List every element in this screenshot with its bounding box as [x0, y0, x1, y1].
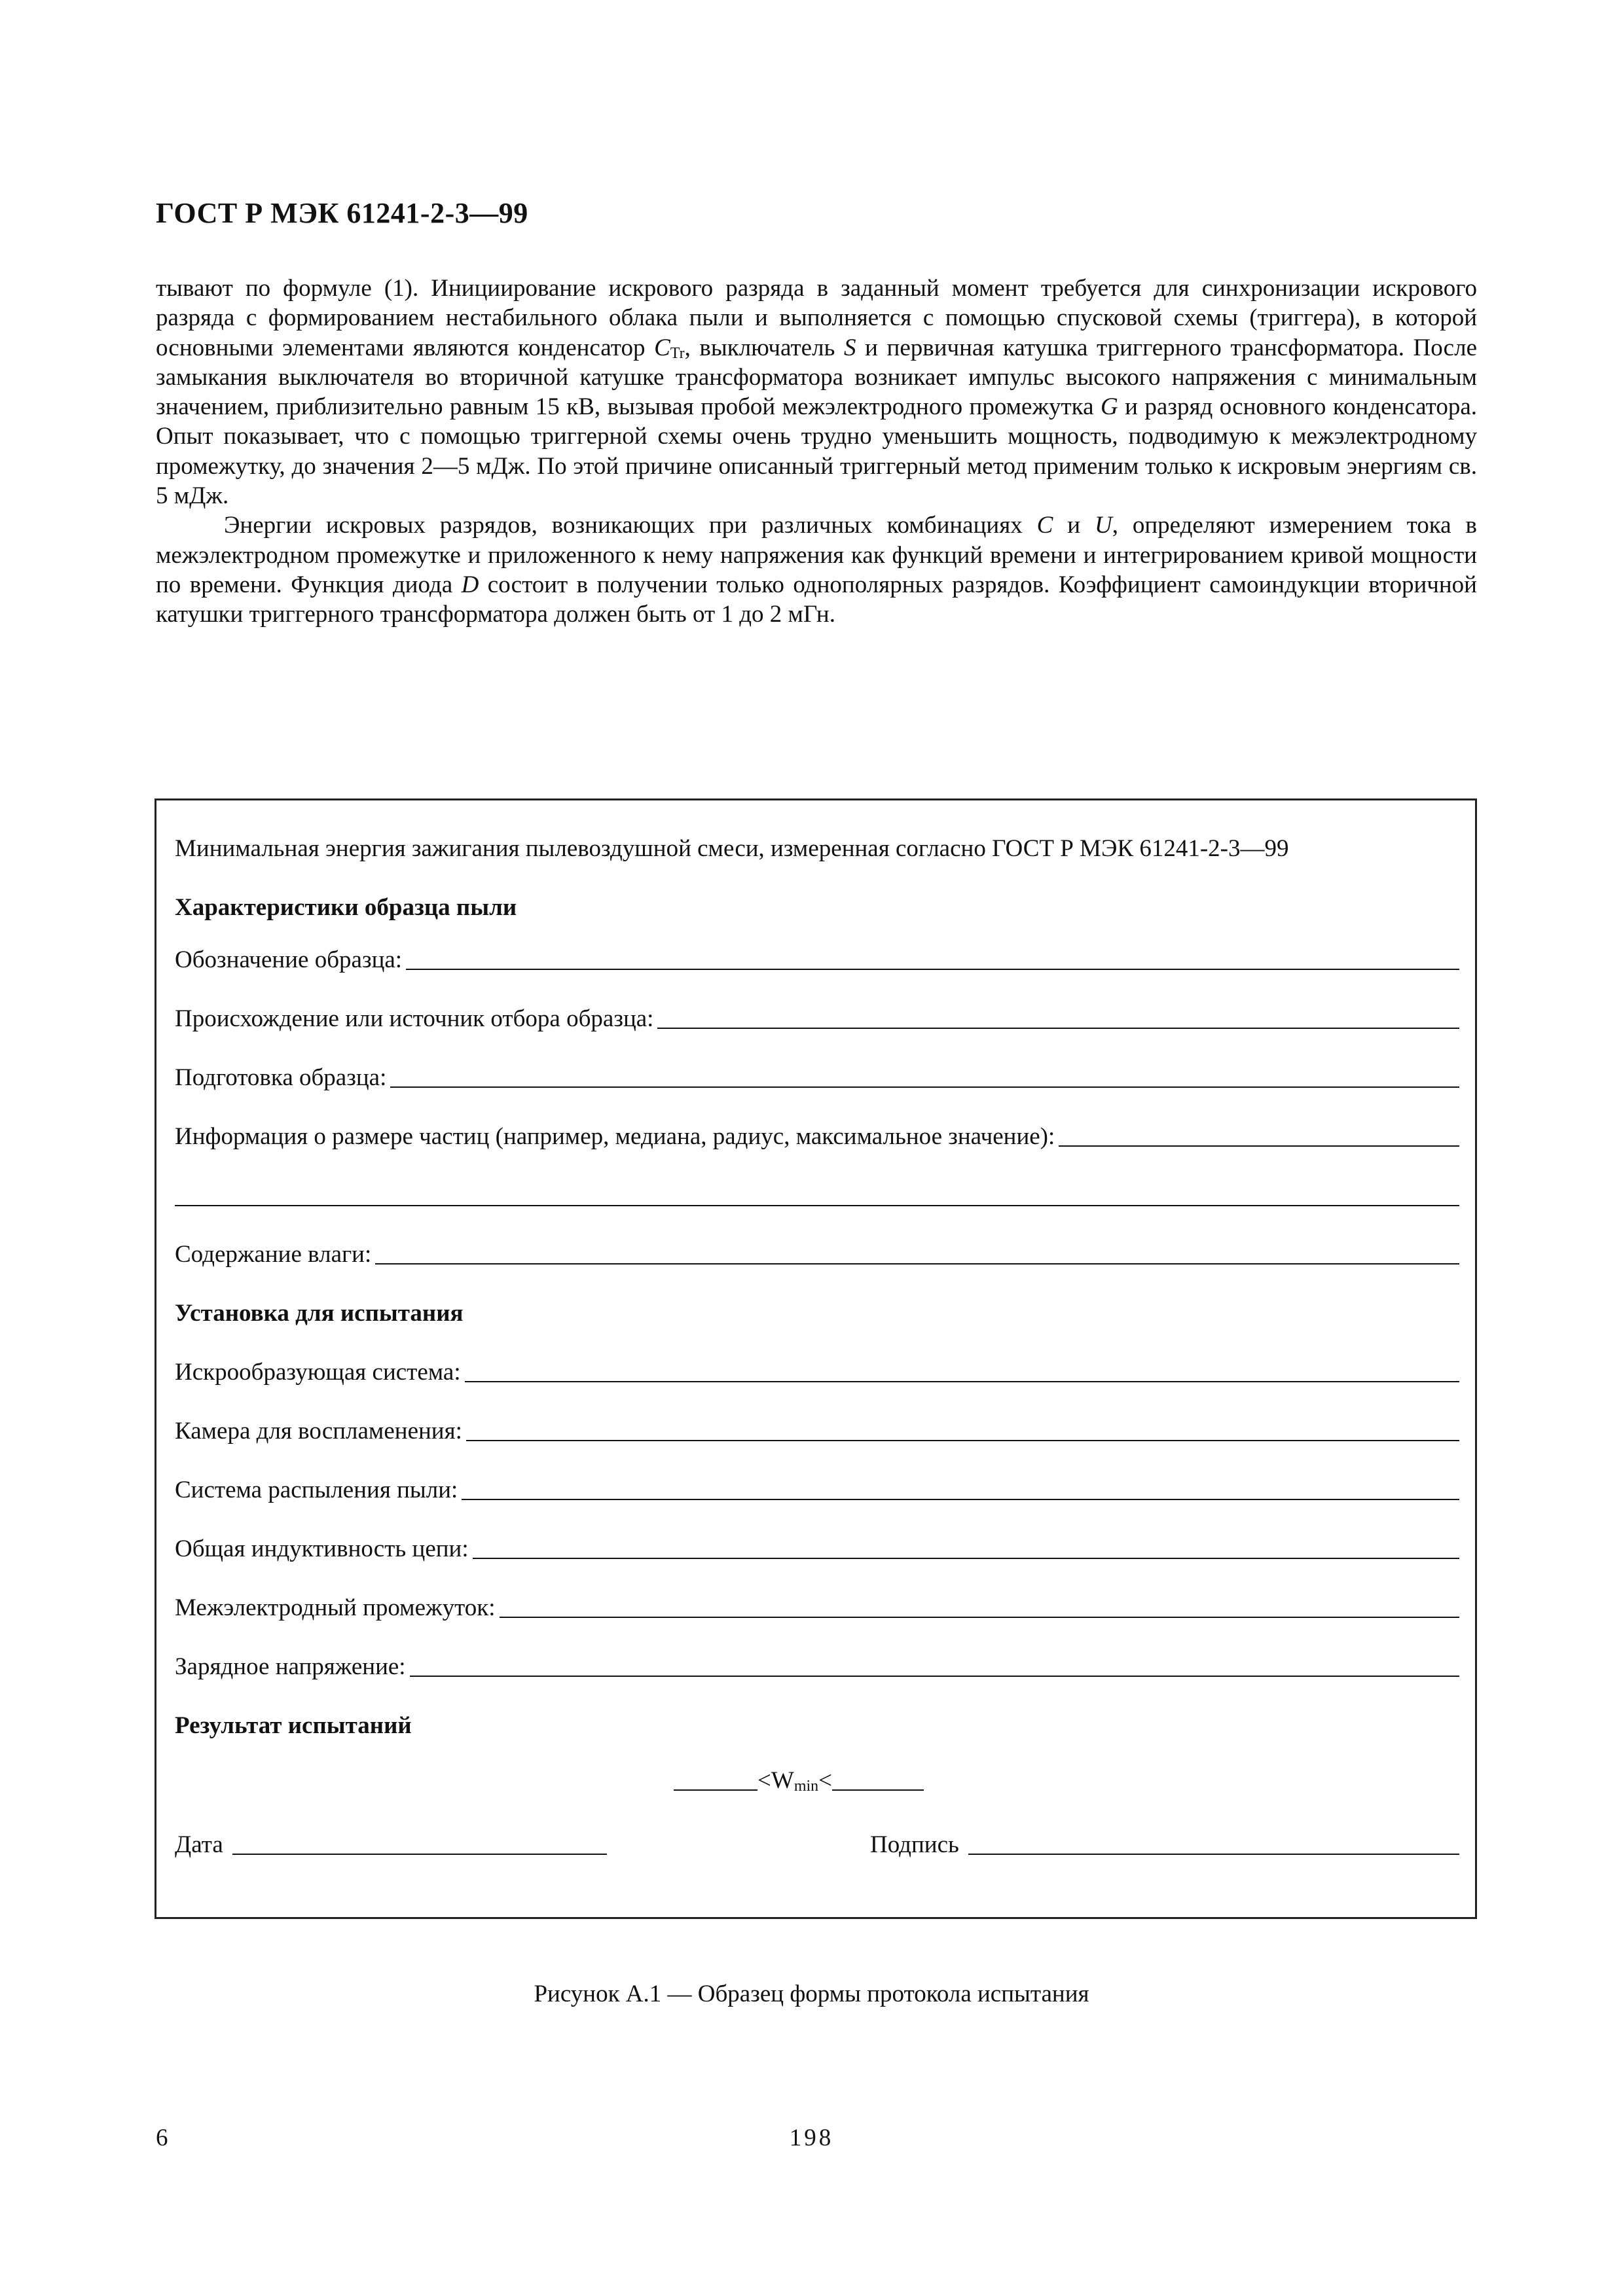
field-ignition-chamber[interactable]	[466, 1440, 1459, 1441]
label-moisture: Содержание влаги:	[175, 1241, 372, 1268]
label-ignition-chamber: Камера для воспламенения:	[175, 1418, 462, 1444]
row-particle-size-continued	[175, 1181, 1459, 1210]
body-text	[156, 274, 1477, 630]
field-particle-size[interactable]	[1059, 1145, 1459, 1147]
paragraph-1-text-c: и первичная катушка триггерного трансформатора. После замыкания выключателя во вторичной катушке трансформатора возникает импульс высокого напряжения с минимальным значением, приблизительно равным 15 кВ, вызывая пробой межэлектродного промежутка	[156, 334, 1477, 421]
var-c-2: C	[1036, 512, 1053, 539]
var-c: C	[654, 334, 670, 361]
paragraph-1	[156, 274, 1477, 511]
result-wmin-row	[674, 1767, 962, 1795]
field-particle-size-line-2[interactable]	[175, 1205, 1459, 1206]
page-number-center: 198	[789, 2125, 834, 2151]
field-electrode-gap[interactable]	[500, 1617, 1459, 1618]
label-date: Дата	[175, 1831, 223, 1858]
row-date	[175, 1831, 607, 1859]
row-signature	[870, 1831, 1459, 1859]
document-header: ГОСТ Р МЭК 61241-2-3—99	[156, 197, 528, 229]
field-charging-voltage[interactable]	[410, 1676, 1459, 1677]
label-sample-preparation: Подготовка образца:	[175, 1064, 387, 1091]
paragraph-2-text-d: состоит в получении только однополярных разрядов. Коэффициент самоиндукции вторичной катушки триггерного трансформатора должен быть от 1 до 2 мГн.	[156, 571, 1477, 628]
row-total-inductance	[175, 1535, 1459, 1563]
form-title: Минимальная энергия зажигания пылевоздушной смеси, измеренная согласно ГОСТ Р МЭК 61241-2-3—99	[175, 835, 1289, 862]
paragraph-1-text-b: , выключатель	[684, 334, 845, 361]
row-moisture	[175, 1240, 1459, 1268]
field-spark-system[interactable]	[465, 1381, 1459, 1382]
field-wmin-lower[interactable]	[674, 1789, 757, 1791]
var-d: D	[461, 571, 479, 598]
label-dust-dispersion: Система распыления пыли:	[175, 1477, 458, 1503]
paragraph-2-text-a: Энергии искровых разрядов, возникающих при различных комбинациях	[224, 512, 1037, 539]
field-wmin-upper[interactable]	[832, 1789, 924, 1791]
wmin-letter: W	[771, 1767, 794, 1794]
label-electrode-gap: Межэлектродный промежуток:	[175, 1594, 496, 1621]
wmin-subscript: min	[793, 1778, 819, 1795]
field-total-inductance[interactable]	[473, 1558, 1459, 1559]
label-sample-designation: Обозначение образца:	[175, 946, 403, 973]
paragraph-2	[156, 511, 1477, 629]
var-g: G	[1100, 393, 1118, 421]
paragraph-1-text-a: тывают по формуле (1). Инициирование искрового разряда в заданный момент требуется для синхронизации искрового разряда с формированием нестабильного облака пыли и выполняется с помощью спусковой схемы (триггера), в которой основными элементами являются конденсатор	[156, 275, 1477, 361]
label-charging-voltage: Зарядное напряжение:	[175, 1653, 406, 1680]
section-sample-characteristics: Характеристики образца пыли	[175, 894, 517, 921]
row-sample-preparation	[175, 1064, 1459, 1092]
page-number-left: 6	[156, 2125, 168, 2151]
row-ignition-chamber	[175, 1417, 1459, 1445]
subscript-tr: Tr	[670, 344, 685, 362]
label-signature: Подпись	[870, 1831, 959, 1858]
row-dust-dispersion	[175, 1476, 1459, 1504]
field-dust-dispersion[interactable]	[462, 1499, 1459, 1500]
field-moisture[interactable]	[375, 1263, 1459, 1265]
row-particle-size	[175, 1122, 1459, 1151]
section-test-setup: Установка для испытания	[175, 1300, 464, 1327]
wmin-less-than-2: <	[818, 1767, 833, 1794]
var-s: S	[844, 334, 856, 361]
section-test-result: Результат испытаний	[175, 1712, 412, 1739]
field-sample-preparation[interactable]	[390, 1086, 1459, 1088]
field-sample-origin[interactable]	[657, 1028, 1459, 1029]
label-total-inductance: Общая индуктивность цепи:	[175, 1535, 469, 1562]
label-particle-size: Информация о размере частиц (например, медиана, радиус, максимальное значение):	[175, 1123, 1055, 1150]
test-report-form	[155, 798, 1477, 1919]
field-sample-designation[interactable]	[406, 969, 1459, 970]
paragraph-2-text-c: , определяют измерением тока в межэлектродном промежутке и приложенного к нему напряжения как функций времени и интегрированием кривой мощности по времени. Функция диода	[156, 512, 1477, 598]
wmin-less-than-1: <	[757, 1767, 771, 1794]
paragraph-1-text-d: и разряд основного конденсатора. Опыт показывает, что с помощью триггерной схемы очень трудно уменьшить мощность, подводимую к межэлектродному промежутку, до значения 2—5 мДж. По этой причине описанный триггерный метод применим только к искровым энергиям св. 5 мДж.	[156, 393, 1477, 510]
figure-caption: Рисунок А.1 — Образец формы протокола испытания	[534, 1981, 1089, 2007]
row-charging-voltage	[175, 1653, 1459, 1681]
field-date[interactable]	[232, 1854, 607, 1855]
paragraph-2-text-b: и	[1053, 512, 1095, 539]
var-u: U	[1094, 512, 1112, 539]
label-sample-origin: Происхождение или источник отбора образца:	[175, 1005, 654, 1032]
row-electrode-gap	[175, 1594, 1459, 1622]
row-sample-origin	[175, 1005, 1459, 1033]
wmin-symbol	[771, 1767, 818, 1795]
row-spark-system	[175, 1358, 1459, 1386]
label-spark-system: Искрообразующая система:	[175, 1359, 461, 1386]
row-sample-designation	[175, 946, 1459, 974]
field-signature[interactable]	[968, 1854, 1459, 1855]
